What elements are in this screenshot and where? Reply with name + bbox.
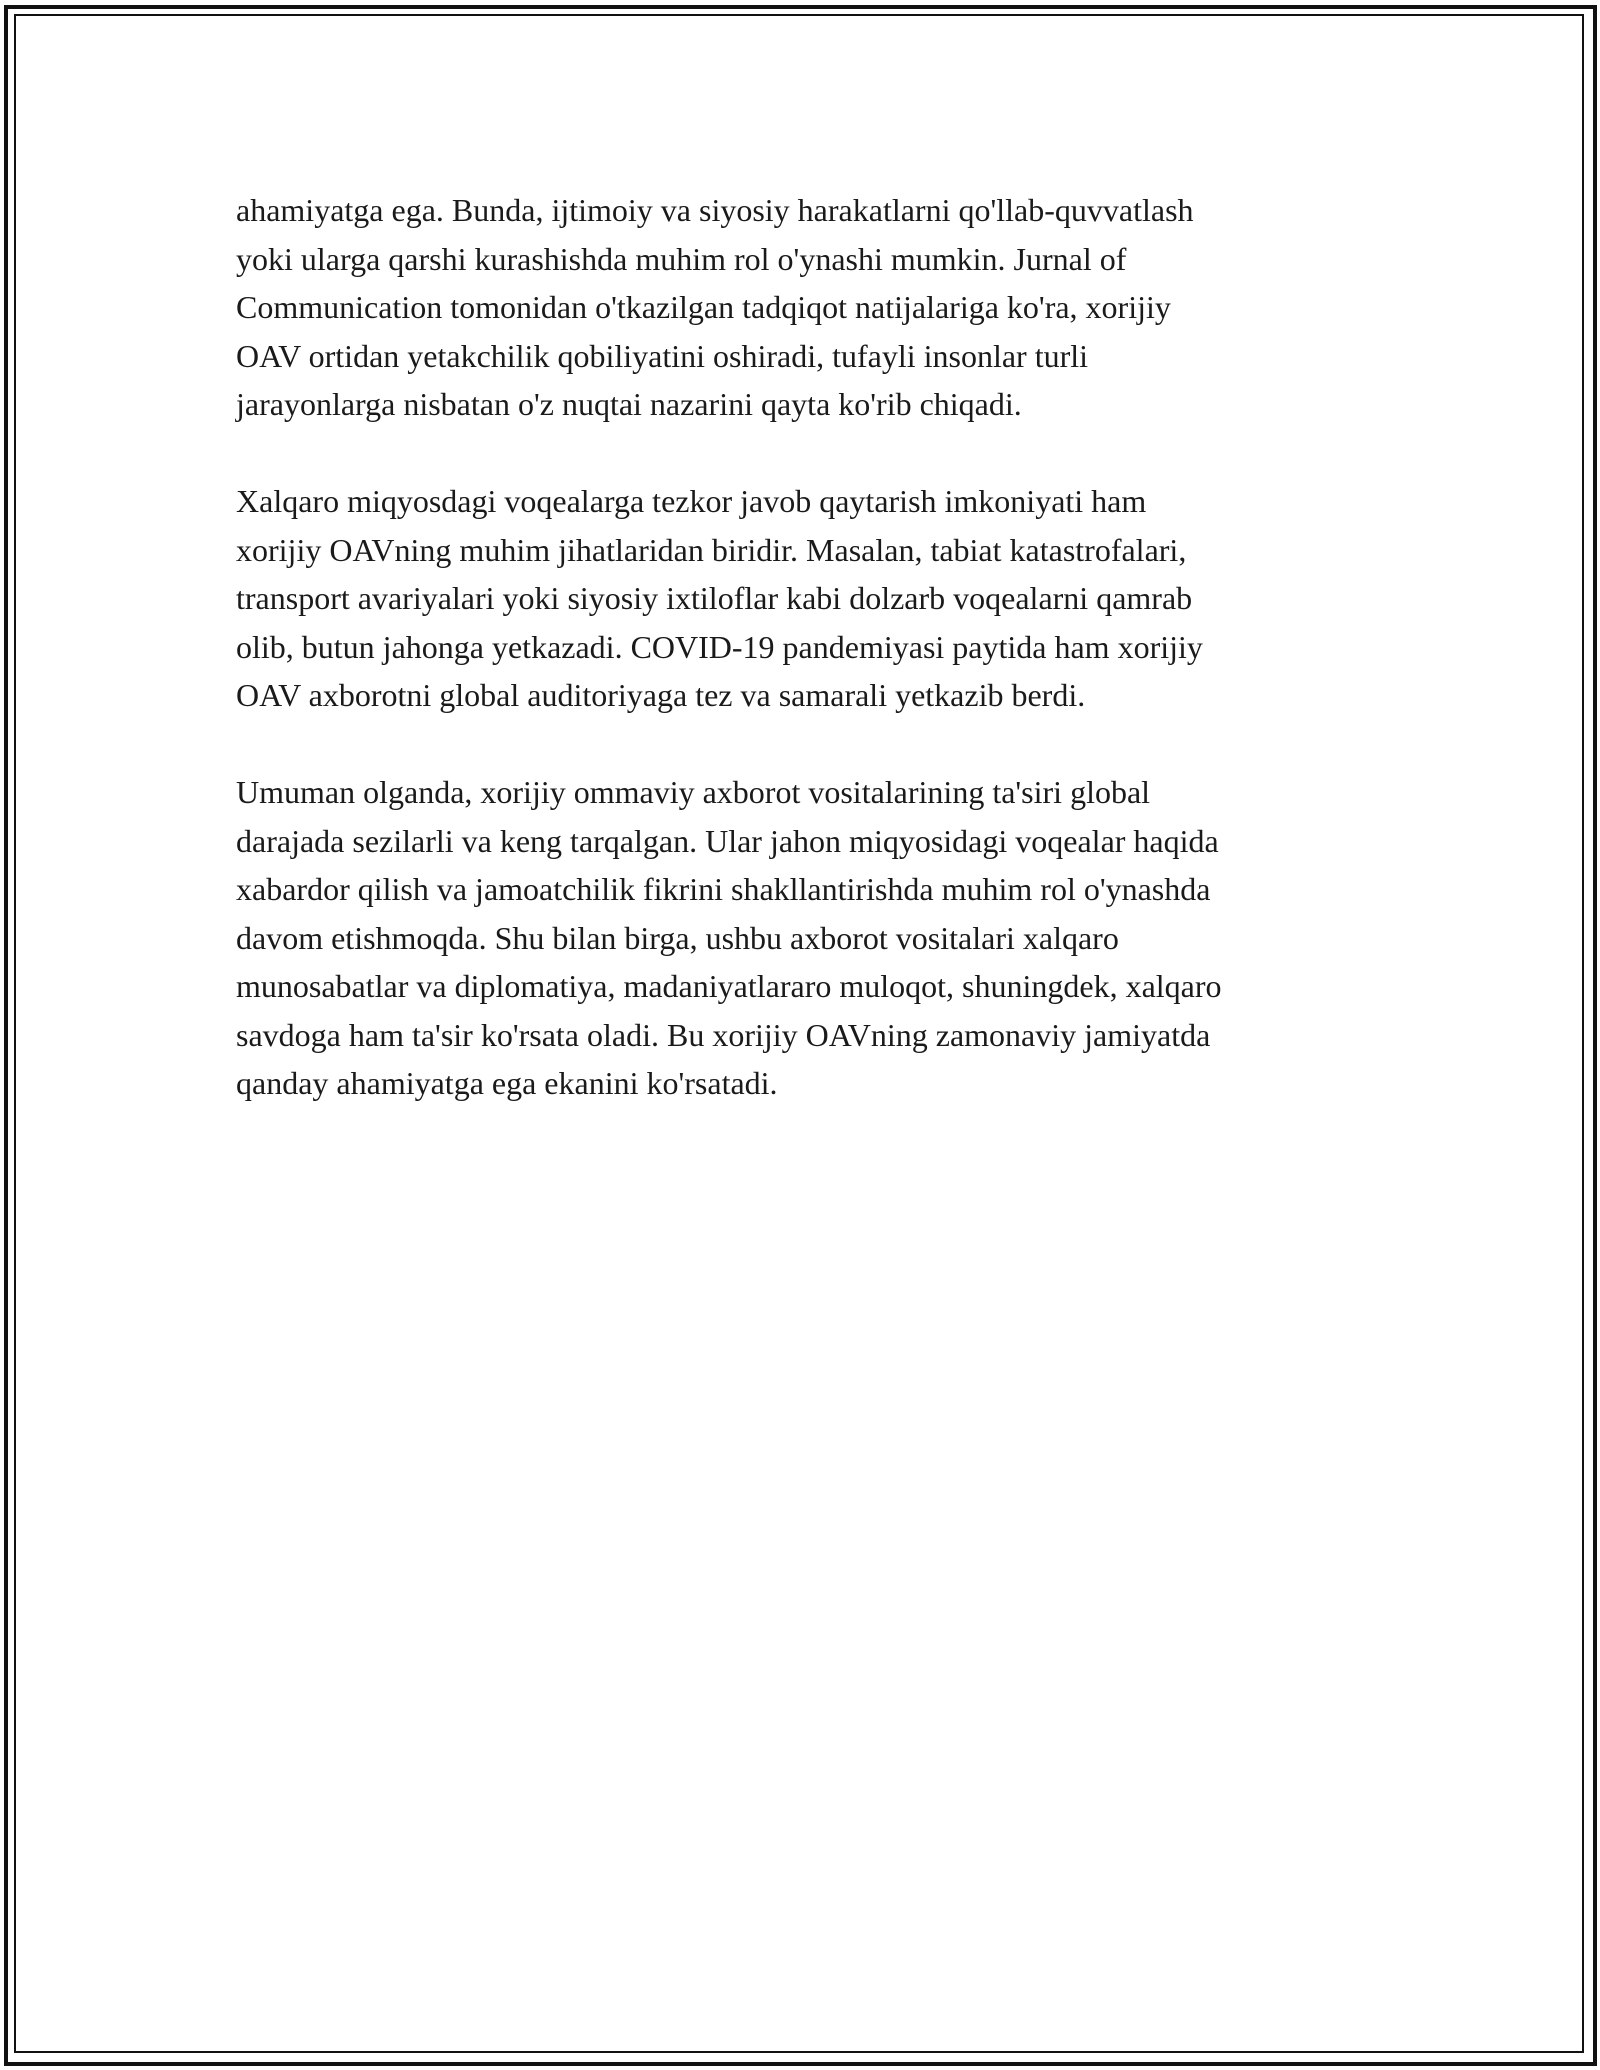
text-line: olib, butun jahonga yetkazadi. COVID-19 pandemiyasi paytida ham xorijiy [236,628,1203,665]
text-line: xabardor qilish va jamoatchilik fikrini shakllantirishda muhim rol o'ynashda [236,871,1211,907]
text-line: davom etishmoqda. Shu bilan birga, ushbu axborot vositalari xalqaro [236,919,1119,956]
text-line: xorijiy OAVning muhim jihatlaridan biridir. Masalan, tabiat katastrofalari, [236,531,1187,568]
text-line: darajada sezilarli va keng tarqalgan. Ular jahon miqyosidagi voqealar haqida [236,822,1219,859]
text-line: Communication tomonidan o'tkazilgan tadqiqot natijalariga ko'ra, xorijiy [236,289,1171,325]
text-line: qanday ahamiyatga ega ekanini ko'rsatadi. [236,1065,778,1101]
text-line: Umuman olganda, xorijiy ommaviy axborot vositalarining ta'siri global [236,774,1151,810]
text-line: ahamiyatga ega. Bunda, ijtimoiy va siyosiy harakatlarni qo'llab-quvvatlash [236,192,1194,228]
paragraph-1 [236,186,1376,429]
paragraph-2 [236,477,1376,720]
text-line: yoki ularga qarshi kurashishda muhim rol o'ynashi mumkin. Jurnal of [236,240,1127,277]
text-line: transport avariyalari yoki siyosiy ixtiloflar kabi dolzarb voqealarni qamrab [236,580,1193,616]
text-line: munosabatlar va diplomatiya, madaniyatlararo muloqot, shuningdek, xalqaro [236,968,1222,1004]
text-line: jarayonlarga nisbatan o'z nuqtai nazarini qayta ko'rib chiqadi. [236,386,1022,422]
document-body [236,186,1376,1156]
paragraph-3 [236,768,1376,1108]
text-line: OAV axborotni global auditoriyaga tez va samarali yetkazib berdi. [236,677,1086,713]
text-line: OAV ortidan yetakchilik qobiliyatini oshiradi, tufayli insonlar turli [236,337,1089,374]
text-line: savdoga ham ta'sir ko'rsata oladi. Bu xorijiy OAVning zamonaviy jamiyatda [236,1016,1211,1053]
text-line: Xalqaro miqyosdagi voqealarga tezkor javob qaytarish imkoniyati ham [236,483,1147,519]
